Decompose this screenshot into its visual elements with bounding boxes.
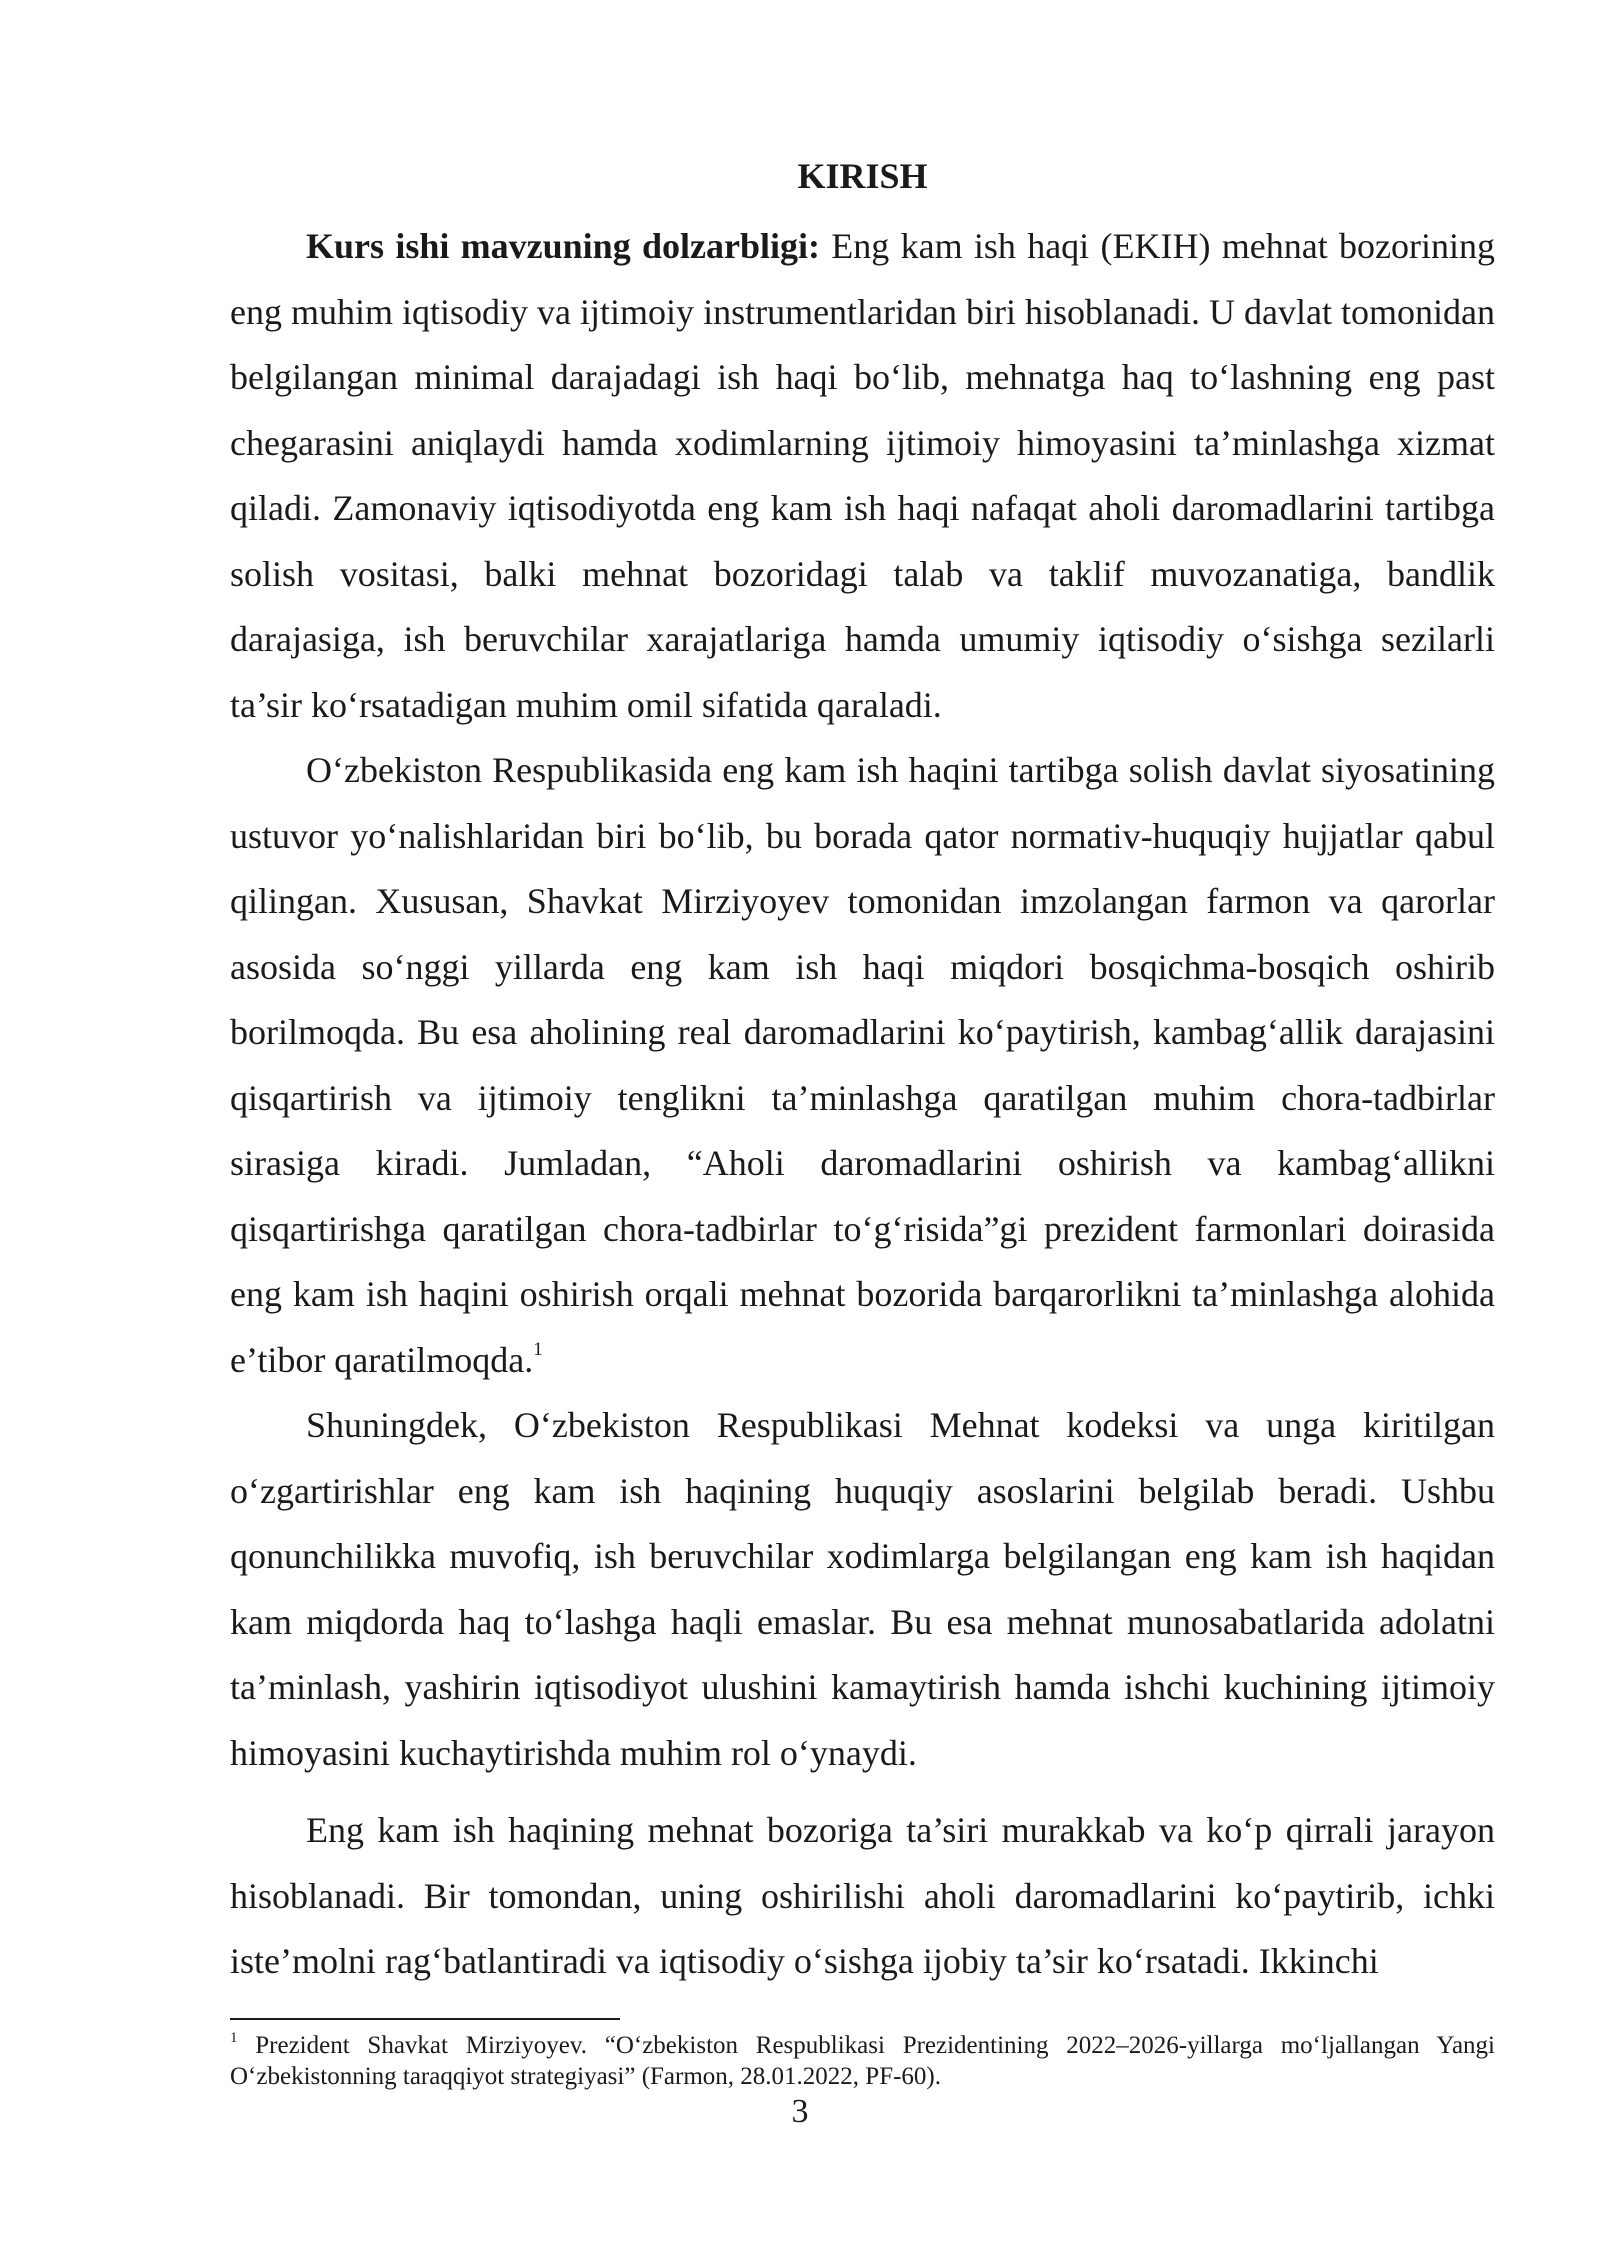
paragraph-impact	[230, 1798, 1495, 1995]
footnote-text: Prezident Shavkat Mirziyoyev. “O‘zbekiston Respublikasi Prezidentining 2022–2026-yillarga mo‘ljallangan Yangi O‘zbekistonning taraqqiyot strategiyasi” (Farmon, 28.01.2022, PF-60).	[230, 2032, 1495, 2090]
paragraph-text: Eng kam ish haqi (EKIH) mehnat bozorining eng muhim iqtisodiy va ijtimoiy instrumentlaridan biri hisoblanadi. U davlat tomonidan belgilangan minimal darajadagi ish haqi bo‘lib, mehnatga haq to‘lashning eng past chegarasini aniqlaydi hamda xodimlarning ijtimoiy himoyasini ta’minlashga xizmat qiladi. Zamonaviy iqtisodiyotda eng kam ish haqi nafaqat aholi daromadlarini tartibga solish vositasi, balki mehnat bozoridagi talab va taklif muvozanatiga, bandlik darajasiga, ish beruvchilar xarajatlariga hamda umumiy iqtisodiy o‘sishga sezilarli ta’sir ko‘rsatadigan muhim omil sifatida qaraladi.	[230, 226, 1495, 725]
paragraph-lead: Kurs ishi mavzuning dolzarbligi:	[306, 226, 820, 266]
section-heading: KIRISH	[797, 156, 928, 196]
footnote	[230, 2030, 1495, 2092]
paragraph-policy	[230, 738, 1495, 1393]
footnote-divider	[230, 2018, 620, 2020]
paragraph-text: O‘zbekiston Respublikasida eng kam ish haqini tartibga solish davlat siyosatining ustuvor yo‘nalishlaridan biri bo‘lib, bu borada qator normativ-huquqiy hujjatlar qabul qilingan. Xususan, Shavkat Mirziyoyev tomonidan imzolangan farmon va qarorlar asosida so‘nggi yillarda eng kam ish haqi miqdori bosqichma-bosqich oshirib borilmoqda. Bu esa aholining real daromadlarini ko‘paytirish, kambag‘allik darajasini qisqartirish va ijtimoiy tenglikni ta’minlashga qaratilgan muhim chora-tadbirlar sirasiga kiradi. Jumladan, “Aholi daromadlarini oshirish va kambag‘allikni qisqartirishga qaratilgan chora-tadbirlar to‘g‘risida”gi prezident farmonlari doirasida eng kam ish haqini oshirish orqali mehnat bozorida barqarorlikni ta’minlashga alohida e’tibor qaratilmoqda.	[230, 750, 1495, 1380]
page-number: 3	[791, 2093, 809, 2130]
paragraph-text: Shuningdek, O‘zbekiston Respublikasi Mehnat kodeksi va unga kiritilgan o‘zgartirishlar eng kam ish haqining huquqiy asoslarini belgilab beradi. Ushbu qonunchilikka muvofiq, ish beruvchilar xodimlarga belgilangan eng kam ish haqidan kam miqdorda haq to‘lashga haqli emaslar. Bu esa mehnat munosabatlarida adolatni ta’minlash, yashirin iqtisodiyot ulushini kamaytirish hamda ishchi kuchining ijtimoiy himoyasini kuchaytirishda muhim rol o‘ynaydi.	[230, 1405, 1495, 1773]
footnote-reference[interactable]: 1	[533, 1338, 543, 1360]
footnote-marker: 1	[230, 2029, 238, 2046]
paragraph-text: Eng kam ish haqining mehnat bozoriga ta’siri murakkab va ko‘p qirrali jarayon hisoblanadi. Bir tomondan, uning oshirilishi aholi daromadlarini ko‘paytirib, ichki iste’molni rag‘batlantiradi va iqtisodiy o‘sishga ijobiy ta’sir ko‘rsatadi. Ikkinchi	[230, 1810, 1495, 1981]
paragraph-relevance	[230, 214, 1495, 738]
main-content	[230, 150, 1495, 1995]
paragraph-labor-code	[230, 1393, 1495, 1786]
